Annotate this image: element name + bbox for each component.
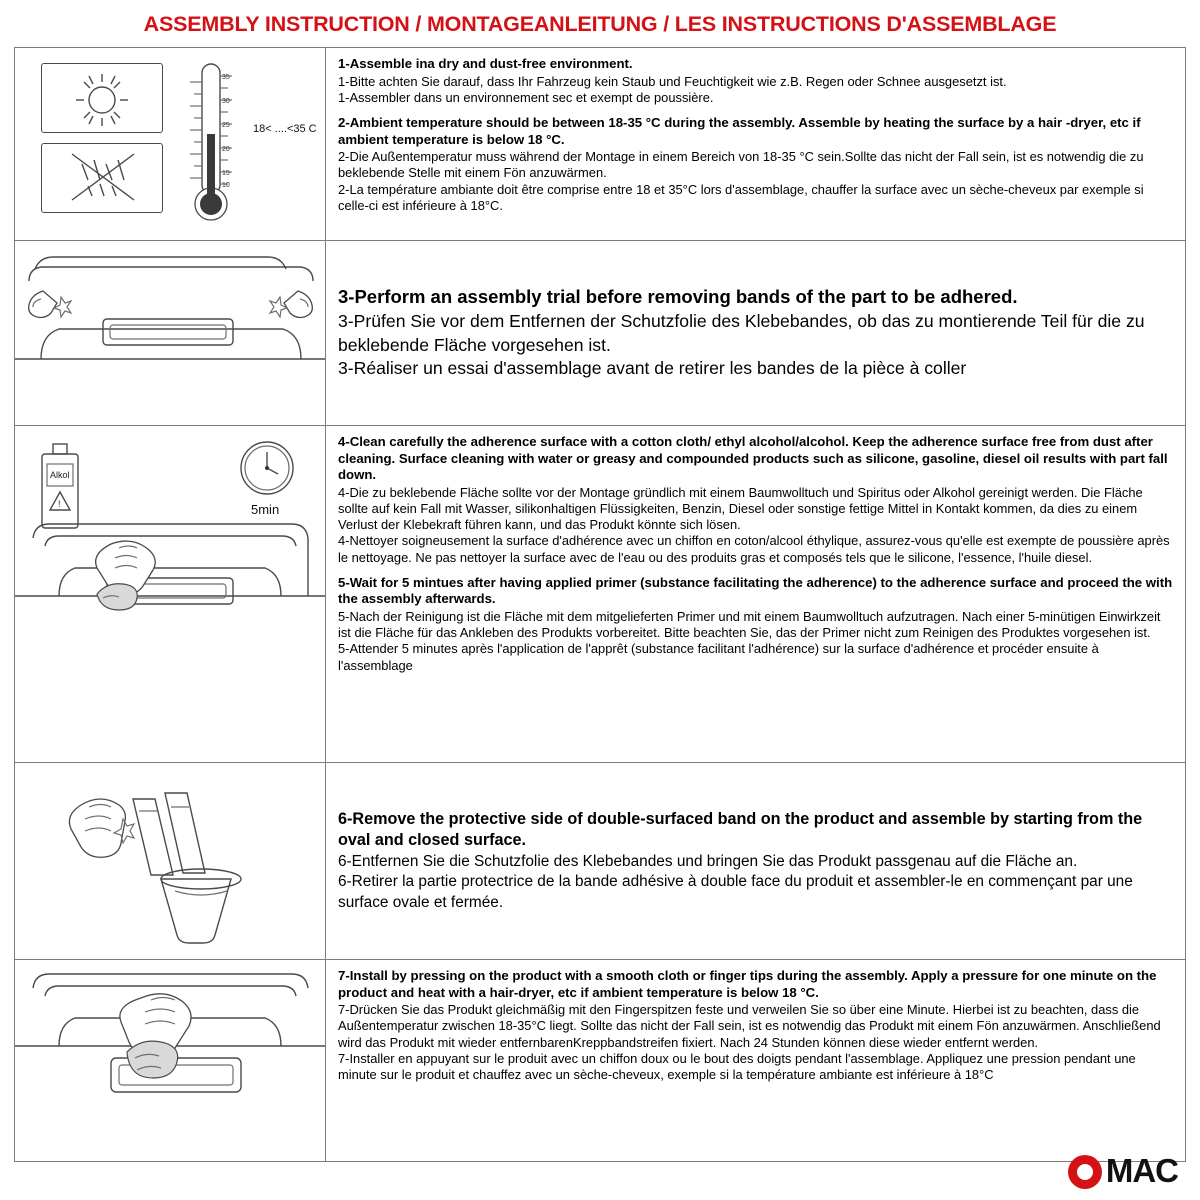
svg-text:10: 10 — [222, 182, 230, 189]
peel-tape-icon — [15, 763, 326, 958]
step-7-en: 7-Install by pressing on the product with a smooth cloth or finger tips during the assembly. Apply a pressure for one minute on the product and heat with a hair-dryer, etc if ambient temperature is below 18 °C. — [338, 968, 1157, 1000]
illustration-cell-3 — [15, 426, 326, 762]
step-2-fr: 2-La température ambiante doit être comprise entre 18 et 35°C lors d'assemblage, chauffer la surface avec un sèche-cheveux par exemple si celle-ci est inférieure à 18°C. — [338, 181, 1144, 213]
step-7-fr: 7-Installer en appuyant sur le produit avec un chiffon doux ou le bout des doigts pendant l'assemblage. Appliquez une pression pendant une minute sur le produit et chauffez avec un sèche-cheveux, exemple si la température ambiante est inférieure à 18°C — [338, 1050, 1136, 1082]
no-water-icon — [42, 144, 162, 212]
step-4-en: 4-Clean carefully the adherence surface with a cotton cloth/ ethyl alcohol/alcohol. Keep the adherence surface free from dust after cleaning. Surface cleaning with water or greasy and compounded products such as silicone, gasoline, diesel oil results with part fall down. — [338, 434, 1168, 482]
step-1-de: 1-Bitte achten Sie darauf, dass Ihr Fahrzeug kein Staub und Feuchtigkeit wie z.B. Regen oder Schnee ausgesetzt ist. — [338, 73, 1007, 89]
step-4-fr: 4-Nettoyer soigneusement la surface d'adhérence avec un chiffon en coton/alcool éthylique, assurez-vous qu'elle est exempte de poussière après le nettoyage. Ne pas nettoyer la surface avec de l'eau ou des produits gras et composés tels que le silicone, l'essence, l'huile diesel. — [338, 533, 1170, 565]
omac-o-icon — [1068, 1155, 1102, 1189]
illustration-cell-5 — [15, 960, 326, 1161]
svg-text:20: 20 — [222, 146, 230, 153]
step-3-fr: 3-Réaliser un essai d'assemblage avant de retirer les bandes de la pièce à coller — [338, 358, 967, 379]
page-title: ASSEMBLY INSTRUCTION / MONTAGEANLEITUNG / LES INSTRUCTIONS D'ASSEMBLAGE — [143, 12, 1057, 36]
instruction-table — [14, 47, 1186, 1162]
table-row — [15, 960, 1185, 1162]
step-5-fr: 5-Attender 5 minutes après l'application de l'apprêt (substance facilitant l'adhérence) sur la surface d'adhérence et procéder ensuite à l'assemblage — [338, 641, 1099, 673]
step-7-de: 7-Drücken Sie das Produkt gleichmäßig mit den Fingerspitzen feste und verweilen Sie so über eine Minute. Hierbei ist zu beachten, dass die Außentemperatur zwischen 18-35°C liegt. Sollte das nicht der Fall sein, ist es notwendig das Produkt mit einem Fön anzuwärmen. Anschließend wird das Produkt mit wieder entfernbarenKreppbandstreifen fixiert. Nach 24 Stunden können diese wieder entfernt werden. — [338, 1002, 1161, 1050]
step-3-de: 3-Prüfen Sie vor dem Entfernen der Schutzfolie des Klebebandes, ob das zu montierende Teil für die zu beklebende Fläche vorgesehen ist. — [338, 311, 1145, 355]
step-6-fr: 6-Retirer la partie protectrice de la bande adhésive à double face du produit et assembler-le en commençant par une surface ovale et fermée. — [338, 873, 1133, 911]
clock-icon — [241, 442, 293, 517]
svg-text:15: 15 — [222, 170, 230, 177]
cleaning-hand-icon — [96, 541, 156, 610]
waste-bin-icon — [161, 869, 241, 943]
table-row — [15, 241, 1185, 426]
cleaning-scene-icon — [15, 426, 326, 761]
step-2-de: 2-Die Außentemperatur muss während der Montage in einem Bereich von 18-35 °C sein.Sollte das nicht der Fall sein, ist es notwendig die zu beklebende Stelle mit einem Fön anzuwärmen. — [338, 149, 1144, 181]
omac-logo — [1068, 1154, 1178, 1190]
trial-fit-icon — [15, 241, 326, 424]
text-cell-1 — [326, 48, 1185, 240]
illustration-cell-4 — [15, 763, 326, 959]
step-2-en: 2-Ambient temperature should be between 18-35 °C during the assembly. Assemble by heating the surface by a hair -dryer, etc if ambient temperature is below 18 °C. — [338, 115, 1141, 147]
step-4-de: 4-Die zu beklebende Fläche sollte vor der Montage gründlich mit einem Baumwolltuch und Spiritus oder Alkohol gereinigt werden. Die Fläche sollte auf kein Fall mit Wasser, silikonhaltigen Flüssigkeiten, Benzin, Diesel oder sonstige fettige Mittel in Kontakt kommen, da dies zu einem Verlust der Klebekraft führen kann, und das Produkt könnte sich lösen. — [338, 484, 1143, 532]
illustration-cell-2 — [15, 241, 326, 425]
text-cell-5 — [326, 960, 1185, 1161]
no-water-box — [41, 143, 163, 213]
thermometer-icon — [180, 56, 250, 231]
step-1-en: 1-Assemble ina dry and dust-free environment. — [338, 56, 633, 71]
text-cell-3 — [326, 426, 1185, 762]
svg-text:Alkol: Alkol — [50, 470, 70, 480]
step-6-de: 6-Entfernen Sie die Schutzfolie des Klebebandes und bringen Sie das Produkt passgenau auf die Fläche an. — [338, 852, 1078, 870]
svg-text:!: ! — [58, 499, 61, 509]
table-row — [15, 763, 1185, 960]
step-6-en: 6-Remove the protective side of double-surfaced band on the product and assemble by starting from the oval and closed surface. — [338, 809, 1143, 849]
temperature-range-label: 18< ....<35 C — [253, 123, 317, 135]
illustration-cell-1 — [15, 48, 326, 240]
svg-text:25: 25 — [222, 122, 230, 129]
omac-logo-text: MAC — [1105, 1152, 1178, 1189]
step-5-en: 5-Wait for 5 mintues after having applied primer (substance facilitating the adherence) to the adherence surface and proceed the with the assembly afterwards. — [338, 574, 1173, 607]
svg-text:5min: 5min — [251, 502, 280, 517]
step-3-en: 3-Perform an assembly trial before removing bands of the part to be adhered. — [338, 286, 1018, 308]
text-cell-4 — [326, 763, 1185, 959]
text-cell-2 — [326, 241, 1185, 425]
step-5-de: 5-Nach der Reinigung ist die Fläche mit dem mitgelieferten Primer und mit einem Baumwolltuch aufzutragen. Nach einer 5-minütigen Einwirkzeit ist die Fläche für das Ankleben des Produkts vorbereitet. Bitte beachten Sie, das der Primer nicht zum Reinigen des Produktes vorgesehen ist. — [338, 608, 1161, 640]
table-row — [15, 48, 1185, 241]
svg-text:30: 30 — [222, 98, 230, 105]
sun-box — [41, 63, 163, 133]
press-cloth-icon — [15, 960, 326, 1160]
sun-icon — [42, 64, 162, 132]
svg-text:35: 35 — [222, 74, 230, 81]
table-row — [15, 426, 1185, 763]
alcohol-bottle-icon — [42, 444, 78, 528]
step-1-fr: 1-Assembler dans un environnement sec et exempt de poussière. — [338, 89, 714, 105]
